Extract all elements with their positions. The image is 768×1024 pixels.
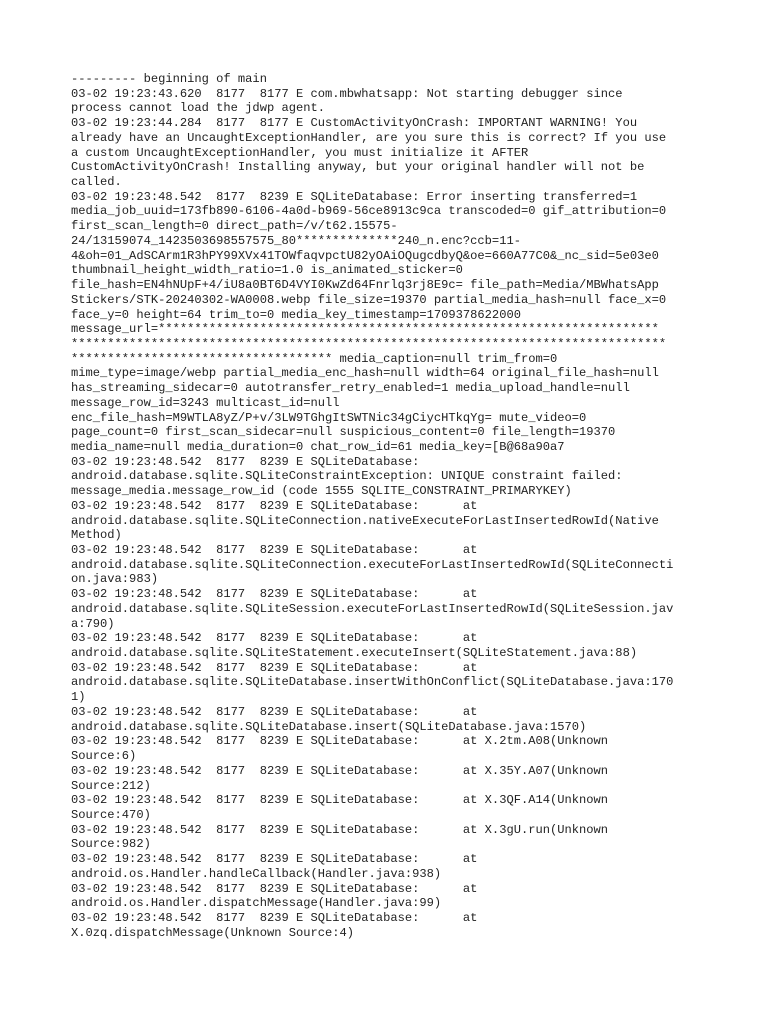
log-line: 4&oh=01_AdSCArm1R3hPY99XVx41TOWfaqvpctU82yOAiOQugcdbyQ&oe=660A77C0&_nc_sid=5e03e0 [71,248,659,263]
log-line: android.database.sqlite.SQLiteDatabase.insert(SQLiteDatabase.java:1570) [71,719,587,734]
log-line: android.database.sqlite.SQLiteConstraintException: UNIQUE constraint failed: [71,469,623,484]
log-line: Source:6) [71,749,137,764]
log-line: 03-02 19:23:48.542 8177 8239 E SQLiteDatabase: at [71,852,478,867]
log-line: 03-02 19:23:48.542 8177 8239 E SQLiteDatabase: at [71,660,478,675]
log-line: 03-02 19:23:48.542 8177 8239 E SQLiteDatabase: at X.3QF.A14(Unknown [71,793,609,808]
log-line: Method) [71,528,122,543]
log-line: android.database.sqlite.SQLiteConnection.executeForLastInsertedRowId(SQLiteConnecti [71,557,674,572]
log-line: has_streaming_sidecar=0 autotransfer_retry_enabled=1 media_upload_handle=null [71,381,630,396]
log-line: 03-02 19:23:48.542 8177 8239 E SQLiteDatabase: at X.35Y.A07(Unknown [71,763,609,778]
log-line: Stickers/STK-20240302-WA0008.webp file_size=19370 partial_media_hash=null face_x=0 [71,292,667,307]
log-line: 03-02 19:23:48.542 8177 8239 E SQLiteDatabase: at X.2tm.A08(Unknown [71,734,609,749]
log-line: Source:212) [71,778,151,793]
log-line: Source:470) [71,807,151,822]
log-line: called. [71,175,122,190]
log-line: a custom UncaughtExceptionHandler, you must initialize it AFTER [71,145,529,160]
log-line: --------- beginning of main [71,72,267,86]
log-line: message_url=********************************************************************* [71,322,659,337]
log-line: 03-02 19:23:48.542 8177 8239 E SQLiteDatabase: at [71,543,478,557]
log-line: process cannot load the jdwp agent. [71,101,326,116]
log-line: message_media.message_row_id (code 1555 SQLITE_CONSTRAINT_PRIMARYKEY) [71,484,572,499]
log-line: already have an UncaughtExceptionHandler, are you sure this is correct? If you use [71,130,667,145]
log-line: 03-02 19:23:48.542 8177 8239 E SQLiteDatabase: at X.3gU.run(Unknown [71,822,609,837]
log-line: ************************************ media_caption=null trim_from=0 [71,351,558,366]
log-line: first_scan_length=0 direct_path=/v/t62.15575- [71,219,398,234]
log-line: 1) [71,690,86,705]
log-line: message_row_id=3243 multicast_id=null [71,395,340,410]
log-line: X.0zq.dispatchMessage(Unknown Source:4) [71,925,355,940]
log-line: android.database.sqlite.SQLiteDatabase.insertWithOnConflict(SQLiteDatabase.java:170 [71,675,674,690]
log-line: 03-02 19:23:48.542 8177 8239 E SQLiteDatabase: at [71,704,478,719]
log-line: android.os.Handler.handleCallback(Handler.java:938) [71,866,442,881]
log-line: 03-02 19:23:48.542 8177 8239 E SQLiteDatabase: at [71,587,478,602]
log-line: 03-02 19:23:48.542 8177 8239 E SQLiteDatabase: at [71,498,478,513]
log-line: android.database.sqlite.SQLiteStatement.executeInsert(SQLiteStatement.java:88) [71,646,638,661]
log-line: 03-02 19:23:48.542 8177 8239 E SQLiteDatabase: [71,454,420,469]
log-line: a:790) [71,616,115,631]
log-line: 03-02 19:23:48.542 8177 8239 E SQLiteDatabase: at [71,631,478,646]
log-line: 03-02 19:23:44.284 8177 8177 E CustomActivityOnCrash: IMPORTANT WARNING! You [71,116,638,131]
log-line: enc_file_hash=M9WTLA8yZ/P+v/3LW9TGhgItSWTNic34gCiycHTkqYg= mute_video=0 [71,410,587,425]
log-line: on.java:983) [71,572,159,587]
log-line: 03-02 19:23:48.542 8177 8239 E SQLiteDatabase: Error inserting transferred=1 [71,189,638,204]
log-line: ********************************************************************************** [71,336,667,351]
log-line: 24/13159074_1423503698557575_80**************240_n.enc?ccb=11- [71,233,521,248]
log-line: Source:982) [71,837,151,852]
log-line: 03-02 19:23:43.620 8177 8177 E com.mbwhatsapp: Not starting debugger since [71,86,623,101]
log-line: 03-02 19:23:48.542 8177 8239 E SQLiteDatabase: at [71,910,478,925]
log-line: 03-02 19:23:48.542 8177 8239 E SQLiteDatabase: at [71,881,478,896]
log-line: page_count=0 first_scan_sidecar=null suspicious_content=0 file_length=19370 [71,425,616,440]
log-line: thumbnail_height_width_ratio=1.0 is_animated_sticker=0 [71,263,463,278]
log-line: android.database.sqlite.SQLiteConnection.nativeExecuteForLastInsertedRowId(Native [71,513,659,528]
log-line: face_y=0 height=64 trim_to=0 media_key_timestamp=1709378622000 [71,307,521,322]
log-line: media_job_uuid=173fb890-6106-4a0d-b969-56ce8913c9ca transcoded=0 gif_attribution=0 [71,204,667,219]
log-line: CustomActivityOnCrash! Installing anyway, but your original handler will not be [71,160,645,175]
log-output [71,72,703,940]
log-line: android.os.Handler.dispatchMessage(Handler.java:99) [71,896,442,911]
log-line: media_name=null media_duration=0 chat_row_id=61 media_key=[B@68a90a7 [71,439,565,454]
log-line: mime_type=image/webp partial_media_enc_hash=null width=64 original_file_hash=null [71,366,659,381]
log-line: android.database.sqlite.SQLiteSession.executeForLastInsertedRowId(SQLiteSession.jav [71,601,674,616]
log-line: file_hash=EN4hNUpF+4/iU8a0BT6D4VYI0KwZd64Fnrlq3rj8E9c= file_path=Media/MBWhatsApp [71,278,659,293]
